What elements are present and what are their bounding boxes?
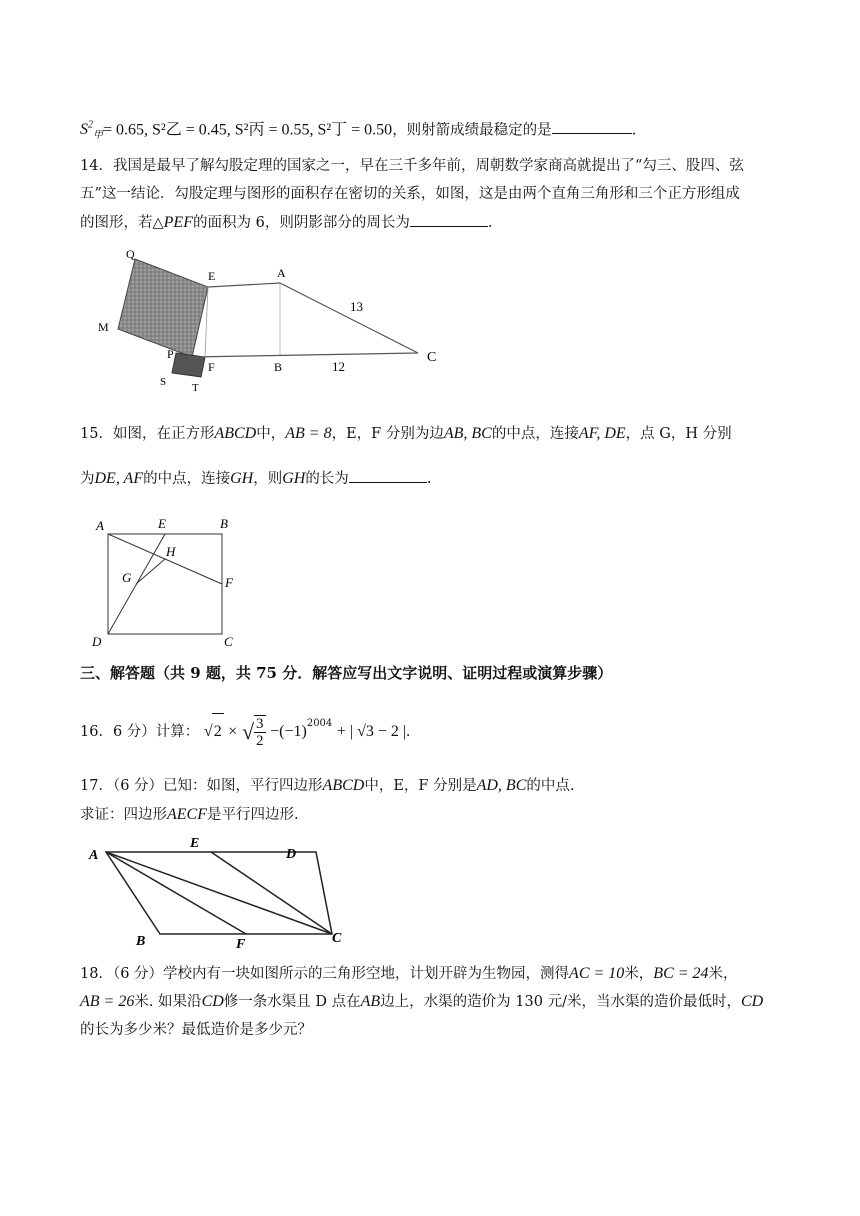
q14-big-shaded-square <box>118 259 208 357</box>
q17-var-aecf: AECF <box>167 806 207 823</box>
q14-label-t: T <box>192 382 199 394</box>
q14-label-m: M <box>98 320 109 334</box>
q16-abs: + | √3 − 2 |. <box>336 723 411 740</box>
q17-label-c: C <box>332 931 342 946</box>
q17-text-e: 是平行四边形. <box>207 807 299 823</box>
q15-end: . <box>426 471 432 487</box>
q17-var-adbc: AD, BC <box>476 777 527 794</box>
q14-line2: 五”这一结论．勾股定理与图形的面积存在密切的关系，如图，这是由两个直角三角形和三个正方形组成 <box>80 186 740 202</box>
q15-line2 <box>80 468 431 489</box>
q16-prefix: 16．6 分）计算： <box>80 724 200 740</box>
q17-line-af <box>106 852 246 934</box>
q18-var-ab: AB <box>360 993 381 1010</box>
q17-line1 <box>80 776 574 796</box>
q15-eq-ab: AB = 8 <box>285 425 332 442</box>
q18-text-c: 米， <box>708 966 738 982</box>
q15-label-h: H <box>166 544 176 559</box>
q15-var-gh: GH <box>230 470 254 487</box>
q15-text-f: 为 <box>80 471 95 487</box>
q14-figure <box>88 245 458 395</box>
q14-label-f: F <box>208 360 215 374</box>
q15-label-f: F <box>225 575 233 590</box>
q14-label-13: 13 <box>350 299 363 314</box>
q15-text-g: 的中点，连接 <box>143 471 231 487</box>
q13-end: . <box>631 122 637 139</box>
q18-eq-bc: BC = 24 <box>653 965 709 982</box>
q18-eq-ab: AB = 26 <box>80 993 135 1010</box>
q14-end: . <box>487 215 493 231</box>
q18-line1 <box>80 964 738 984</box>
q18-text-d: 米. 如果沿 <box>134 994 202 1010</box>
q17-var-abcd: ABCD <box>322 777 365 794</box>
q17-label-f: F <box>236 937 246 950</box>
q17-figure <box>86 832 356 950</box>
q15-label-b: B <box>220 516 228 531</box>
q14-label-e: E <box>208 269 216 283</box>
q13-line <box>80 116 636 147</box>
q15-line-gh <box>136 559 165 584</box>
q16-minus-power: −(−1) <box>270 723 307 740</box>
q14-text-b: 的面积为 6，则阴影部分的周长为 <box>192 215 410 231</box>
q17-line-ec <box>211 852 332 934</box>
q15-text-b: 中， <box>256 426 286 442</box>
q18-var-cd: CD <box>201 993 224 1010</box>
q13-answer-blank[interactable] <box>552 119 632 134</box>
q15-text-i: 的长为 <box>305 471 349 487</box>
q16-exponent: 2004 <box>306 718 333 729</box>
q15-text-c: ，E，F 分别为边 <box>331 426 444 442</box>
q16-line <box>80 706 411 749</box>
q17-label-a: A <box>89 848 99 863</box>
q18-text-b: 米， <box>624 966 654 982</box>
q17-text-b: 中，E，F 分别是 <box>364 778 477 794</box>
q17-label-d: D <box>286 847 297 862</box>
q17-line2 <box>80 805 299 825</box>
q15-answer-blank[interactable] <box>349 468 427 483</box>
q15-text-d: 的中点，连接 <box>491 426 579 442</box>
q17-text-d: 求证：四边形 <box>80 807 167 823</box>
q17-text-c: 的中点. <box>526 778 575 794</box>
q15-label-d: D <box>92 634 102 649</box>
q16-frac: $\frac{3}{2}$ <box>256 716 264 749</box>
q17-line-ac <box>106 852 332 934</box>
q18-text-a: 18．（6 分）学校内有一块如图所示的三角形空地，计划开辟为生物园，测得 <box>80 966 570 982</box>
q15-figure <box>88 510 248 650</box>
q14-label-b: B <box>274 360 283 374</box>
q15-text-e: ，点 G，H 分别 <box>625 426 732 442</box>
q18-eq-ac: AC = 10 <box>569 965 625 982</box>
q15-label-a: A <box>96 518 104 533</box>
q15-text-a: 15．如图，在正方形 <box>80 426 215 442</box>
q14-label-c: C <box>427 350 437 365</box>
q13-text: ，则射箭成绩最稳定的是 <box>392 122 552 139</box>
q18-text-f: 边上，水渠的造价为 130 元/米，当水渠的造价最低时， <box>380 994 741 1010</box>
q17-line-ef <box>211 852 244 934</box>
q13-s-jia: $S^2_甲$ <box>80 120 103 142</box>
q15-var-abcd: ABCD <box>214 425 257 442</box>
q17-label-b: B <box>136 934 146 949</box>
q14-line3 <box>80 212 492 233</box>
q16-sqrt-frac: √ <box>241 719 255 744</box>
q14-var-pef: PEF <box>163 214 193 231</box>
q15-label-e: E <box>158 516 166 531</box>
q15-var-gh-2: GH <box>282 470 306 487</box>
q14-label-a: A <box>277 266 286 280</box>
q18-line2 <box>80 992 763 1012</box>
q15-label-c: C <box>224 634 233 649</box>
q14-label-12: 12 <box>332 359 345 374</box>
q15-label-g: G <box>122 570 132 585</box>
q18-text-e: 修一条水渠且 D 点在 <box>223 994 361 1010</box>
q17-text-a: 17．（6 分）已知：如图，平行四边形 <box>80 778 323 794</box>
q13-formula: = 0.65, S²乙 = 0.45, S²丙 = 0.55, S²丁 = 0.50 <box>103 121 393 139</box>
q16-times: × <box>228 723 238 740</box>
q14-label-s: S <box>160 376 167 388</box>
q17-label-e: E <box>190 836 200 851</box>
q15-text-h: ，则 <box>253 471 283 487</box>
q14-answer-blank[interactable] <box>410 212 488 227</box>
q14-outline <box>192 283 418 357</box>
q15-var-abbc: AB, BC <box>443 425 492 442</box>
q18-line3: 的长为多少米？最低造价是多少元？ <box>80 1022 312 1038</box>
q15-var-afde: AF, DE <box>578 425 626 442</box>
q18-var-cd-2: CD <box>740 993 764 1010</box>
q14-label-p: P <box>167 347 174 361</box>
q15-line1 <box>80 424 732 444</box>
q16-sqrt2: √2 <box>204 723 224 740</box>
q14-label-q: Q <box>126 247 135 261</box>
q14-text-a: 的图形，若△ <box>80 215 164 231</box>
q15-var-deaf: DE, AF <box>94 470 144 487</box>
section3-heading: 三、解答题（共 9 题，共 75 分．解答应写出文字说明、证明过程或演算步骤） <box>80 664 613 682</box>
q14-line1: 14．我国是最早了解勾股定理的国家之一，早在三千多年前，周朝数学家商高就提出了“勾三、股四、弦 <box>80 158 744 174</box>
